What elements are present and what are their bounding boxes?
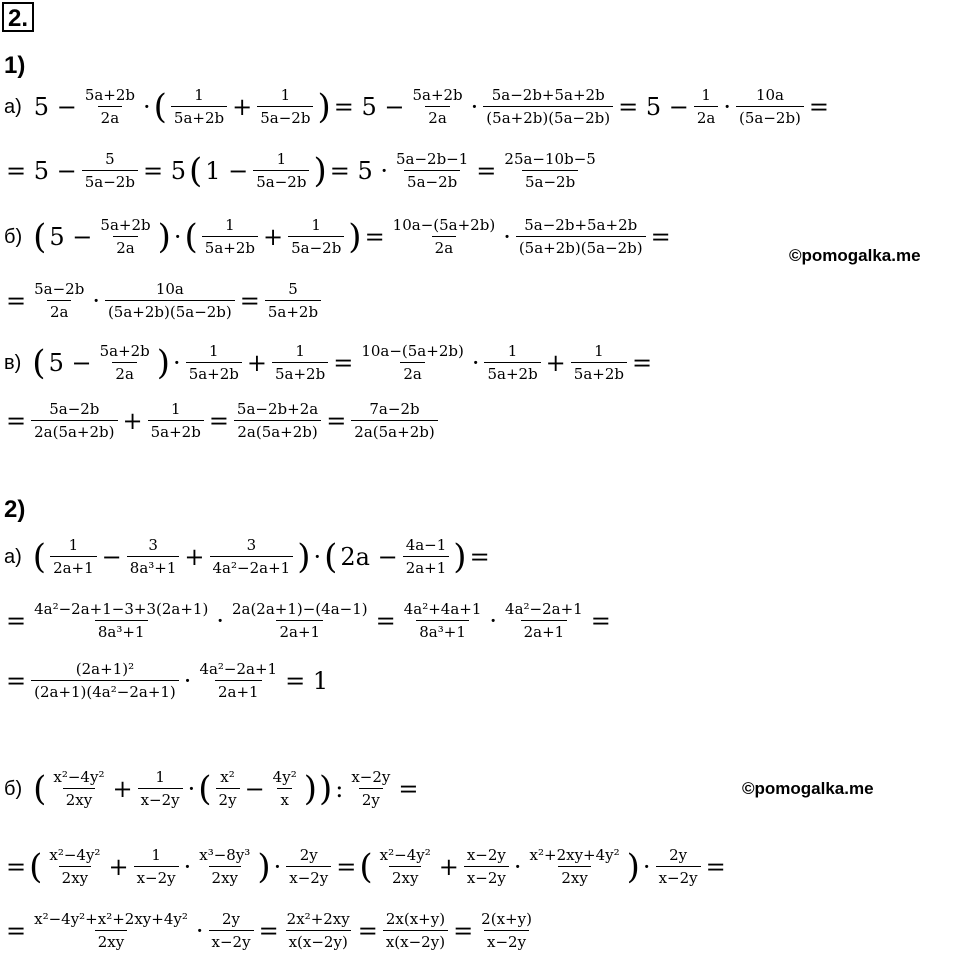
denominator: 2xy xyxy=(209,866,241,887)
p1v-line2 xyxy=(4,400,441,441)
denominator: 2a+1 xyxy=(215,680,262,701)
math-text: = 5 · xyxy=(329,156,388,185)
numerator: 1 xyxy=(194,86,204,104)
math-text: = 5 − xyxy=(618,92,689,121)
fraction xyxy=(97,216,153,257)
fraction xyxy=(377,846,434,887)
numerator: 1 xyxy=(701,86,711,104)
denominator: 2xy xyxy=(95,930,127,951)
numerator: 5a−2b xyxy=(49,400,100,418)
numerator: 4a²−2a+1 xyxy=(505,600,583,618)
math-text: = xyxy=(6,666,27,695)
watermark: ©pomogalka.me xyxy=(789,246,921,265)
fraction xyxy=(286,846,331,887)
fraction xyxy=(234,400,321,441)
numerator: x²−4y²+x²+2xy+4y² xyxy=(34,910,188,928)
denominator: 8a³+1 xyxy=(95,620,148,641)
item-label: а) xyxy=(4,545,22,568)
math-text: = xyxy=(650,222,671,251)
paren: ) xyxy=(317,86,331,127)
fraction xyxy=(288,216,344,257)
math-text: = xyxy=(336,852,357,881)
math-text: − xyxy=(101,542,122,571)
fraction xyxy=(464,846,509,887)
numerator: 1 xyxy=(507,342,518,360)
fraction xyxy=(348,768,393,809)
denominator: 2a(5a+2b) xyxy=(31,420,117,441)
math-text: = xyxy=(6,606,27,635)
numerator: 1 xyxy=(276,150,287,168)
fraction xyxy=(105,280,235,321)
math-text: · xyxy=(195,916,204,945)
math-text: · xyxy=(273,852,282,881)
denominator: 4a²−2a+1 xyxy=(210,556,294,577)
numerator: 1 xyxy=(311,216,321,234)
fraction xyxy=(272,342,328,383)
denominator: 2a(5a+2b) xyxy=(351,420,437,441)
fraction xyxy=(265,280,321,321)
p1b-line1 xyxy=(4,216,673,257)
denominator: 5a−2b xyxy=(404,170,460,191)
denominator: 5a−2b xyxy=(253,170,309,191)
fraction xyxy=(401,600,485,641)
p2b-line2 xyxy=(4,846,728,887)
paren: ) xyxy=(297,536,311,577)
fraction xyxy=(383,910,448,951)
fraction xyxy=(284,910,353,951)
math-text: · xyxy=(173,348,181,377)
numerator: 5a+2b xyxy=(84,86,136,104)
fraction xyxy=(210,536,294,577)
denominator: x−2y xyxy=(656,866,701,887)
denominator: 5a−2b xyxy=(522,170,578,191)
watermark: ©pomogalka.me xyxy=(742,779,874,798)
part2-heading: 2) xyxy=(4,496,26,523)
numerator: 7a−2b xyxy=(369,400,420,418)
numerator: x²+2xy+4y² xyxy=(529,846,620,864)
math-text: = xyxy=(357,916,378,945)
math-text: · xyxy=(513,852,522,881)
math-text: + xyxy=(246,348,267,377)
task-number: 2. xyxy=(2,2,34,32)
fraction xyxy=(527,846,623,887)
paren: ( xyxy=(33,768,47,809)
math-text: = 5 xyxy=(142,156,186,185)
denominator: 2a xyxy=(400,362,425,383)
item-label: б) xyxy=(4,777,23,800)
paren: ( xyxy=(188,150,203,191)
p2a-line2 xyxy=(4,600,613,641)
math-text: = 5 − xyxy=(333,92,405,121)
fraction xyxy=(358,342,467,383)
p2a-line3 xyxy=(4,660,330,701)
numerator: 5a−2b xyxy=(34,280,85,298)
math-text: = xyxy=(6,286,27,315)
paren: ( xyxy=(198,768,212,809)
numerator: 3 xyxy=(246,536,257,554)
numerator: 4a−1 xyxy=(405,536,447,554)
math-text: = xyxy=(398,774,419,803)
math-text: + xyxy=(262,222,284,251)
denominator: 5a+2b xyxy=(186,362,242,383)
fraction xyxy=(270,768,300,809)
denominator: x−2y xyxy=(209,930,254,951)
numerator: 5a+2b xyxy=(99,342,150,360)
math-text: = xyxy=(333,348,354,377)
numerator: 1 xyxy=(295,342,305,360)
math-text: + xyxy=(438,852,459,881)
denominator: 8a³+1 xyxy=(416,620,469,641)
fraction xyxy=(390,216,499,257)
math-text: = xyxy=(6,916,27,945)
numerator: 5a−2b+2a xyxy=(236,400,319,418)
denominator: 2a xyxy=(98,106,123,127)
fraction xyxy=(134,846,179,887)
math-text: : xyxy=(335,774,344,803)
math-text: = xyxy=(208,406,229,435)
p1v-line1 xyxy=(4,342,654,383)
fraction xyxy=(483,86,613,127)
fraction xyxy=(31,600,211,641)
fraction xyxy=(31,910,191,951)
denominator: 2a+1 xyxy=(50,556,97,577)
paren: ( xyxy=(33,216,47,257)
denominator: 2a xyxy=(47,300,72,321)
math-text: = xyxy=(6,852,27,881)
denominator: (5a+2b)(5a−2b) xyxy=(483,106,613,127)
fraction xyxy=(50,768,107,809)
math-text: = xyxy=(375,606,396,635)
fraction xyxy=(148,400,204,441)
numerator: (2a+1)² xyxy=(75,660,135,678)
paren: ) xyxy=(157,216,171,257)
denominator: 5a+2b xyxy=(265,300,321,321)
numerator: 4a²−2a+1 xyxy=(199,660,278,678)
math-text: · xyxy=(183,666,192,695)
paren: ) xyxy=(318,768,333,809)
fraction xyxy=(736,86,804,127)
numerator: x²−4y² xyxy=(53,768,105,786)
math-text: = xyxy=(453,916,474,945)
paren: ) xyxy=(626,846,640,887)
numerator: 4a²−2a+1−3+3(2a+1) xyxy=(34,600,209,618)
fraction xyxy=(216,768,240,809)
fraction xyxy=(257,86,313,127)
math-text: = xyxy=(590,606,611,635)
numerator: 1 xyxy=(151,846,161,864)
math-text: · xyxy=(92,286,100,315)
fraction xyxy=(202,216,258,257)
fraction xyxy=(694,86,719,127)
denominator: x(x−2y) xyxy=(286,930,351,951)
fraction xyxy=(127,536,180,577)
denominator: 2a+1 xyxy=(276,620,323,641)
fraction xyxy=(186,342,242,383)
fraction xyxy=(196,846,253,887)
denominator: 8a³+1 xyxy=(127,556,180,577)
math-text: = xyxy=(469,542,490,571)
paren: ( xyxy=(32,536,47,577)
numerator: 2y xyxy=(669,846,688,864)
fraction xyxy=(82,86,138,127)
numerator: 1 xyxy=(155,768,165,786)
math-text: = xyxy=(808,92,830,121)
paren: ) xyxy=(348,216,362,257)
denominator: 2a+1 xyxy=(521,620,568,641)
math-text: + xyxy=(112,774,133,803)
p2b-line3 xyxy=(4,910,538,951)
numerator: 2(x+y) xyxy=(481,910,532,928)
fraction xyxy=(502,600,586,641)
math-text: · xyxy=(143,92,151,121)
denominator: (5a+2b)(5a−2b) xyxy=(105,300,235,321)
numerator: 5a−2b+5a+2b xyxy=(524,216,638,234)
denominator: x−2y xyxy=(286,866,331,887)
math-text: = xyxy=(631,348,653,377)
paren: ) xyxy=(156,342,171,383)
denominator: 5a+2b xyxy=(148,420,204,441)
denominator: 5a+2b xyxy=(571,362,627,383)
denominator: 2a xyxy=(432,236,457,257)
fraction xyxy=(209,910,254,951)
numerator: x² xyxy=(220,768,235,786)
numerator: 4y² xyxy=(272,768,297,786)
fraction xyxy=(409,86,465,127)
math-text: 2a − xyxy=(340,542,398,571)
denominator: 5a−2b xyxy=(288,236,344,257)
paren: ) xyxy=(313,150,327,191)
fraction xyxy=(31,660,179,701)
math-text: · xyxy=(642,852,651,881)
denominator: 5a+2b xyxy=(484,362,540,383)
fraction xyxy=(403,536,450,577)
math-text: · xyxy=(313,542,322,571)
p1a-line2 xyxy=(4,150,602,191)
math-text: 5 − xyxy=(49,222,93,251)
math-text: · xyxy=(723,92,731,121)
math-text: + xyxy=(184,542,205,571)
math-text: + xyxy=(108,852,129,881)
math-text: = xyxy=(326,406,347,435)
denominator: 5a−2b xyxy=(82,170,138,191)
math-text: − xyxy=(244,774,265,803)
numerator: 1 xyxy=(225,216,235,234)
math-text: · xyxy=(470,92,479,121)
fraction xyxy=(97,342,153,383)
numerator: 25a−10b−5 xyxy=(504,150,596,168)
math-text: = xyxy=(239,286,260,315)
numerator: 10a xyxy=(155,280,184,298)
paren: ) xyxy=(453,536,467,577)
paren: ( xyxy=(184,216,198,257)
math-text: · xyxy=(489,606,498,635)
paren: ) xyxy=(303,768,317,809)
p1b-line2 xyxy=(4,280,324,321)
fraction xyxy=(501,150,598,191)
math-text: = xyxy=(6,406,27,435)
numerator: 2x(x+y) xyxy=(385,910,446,928)
denominator: 2xy xyxy=(59,866,91,887)
numerator: 1 xyxy=(280,86,291,104)
p2b-line1 xyxy=(4,768,420,809)
math-text: = 5 − xyxy=(6,156,77,185)
part1-heading: 1) xyxy=(4,52,26,79)
denominator: 5a−2b xyxy=(257,106,313,127)
denominator: 2a+1 xyxy=(403,556,450,577)
numerator: 1 xyxy=(68,536,79,554)
fraction xyxy=(571,342,627,383)
p1a-line1 xyxy=(4,86,831,127)
denominator: x−2y xyxy=(138,788,183,809)
denominator: 2a xyxy=(425,106,450,127)
fraction xyxy=(138,768,183,809)
item-label: а) xyxy=(4,95,22,118)
denominator: x−2y xyxy=(464,866,509,887)
denominator: 2y xyxy=(359,788,383,809)
numerator: 10a−(5a+2b) xyxy=(361,342,464,360)
numerator: 10a−(5a+2b) xyxy=(392,216,496,234)
fraction xyxy=(516,216,646,257)
numerator: 5a−2b−1 xyxy=(395,150,469,168)
math-text: = xyxy=(476,156,497,185)
numerator: 2x²+2xy xyxy=(286,910,350,928)
paren: ( xyxy=(29,846,43,887)
fraction xyxy=(484,342,540,383)
fraction xyxy=(351,400,437,441)
numerator: x−2y xyxy=(466,846,506,864)
item-label: б) xyxy=(4,225,23,248)
fraction xyxy=(171,86,227,127)
math-text: 5 − xyxy=(33,92,77,121)
math-text: 5 − xyxy=(48,348,92,377)
numerator: 2y xyxy=(299,846,318,864)
fraction xyxy=(46,846,103,887)
item-label: в) xyxy=(4,351,22,374)
denominator: (5a−2b) xyxy=(736,106,804,127)
math-text: + xyxy=(122,406,143,435)
math-text: · xyxy=(216,606,224,635)
numerator: x³−8y³ xyxy=(199,846,251,864)
fraction xyxy=(82,150,138,191)
denominator: x(x−2y) xyxy=(383,930,448,951)
fraction xyxy=(31,280,87,321)
paren: ( xyxy=(324,536,338,577)
math-text: = xyxy=(705,852,726,881)
paren: ( xyxy=(359,846,373,887)
math-text: 1 − xyxy=(205,156,249,185)
denominator: 2a xyxy=(694,106,719,127)
fraction xyxy=(253,150,309,191)
denominator: 2xy xyxy=(558,866,590,887)
denominator: 2a xyxy=(112,362,137,383)
denominator: x−2y xyxy=(484,930,529,951)
fraction xyxy=(50,536,97,577)
denominator: 2y xyxy=(216,788,240,809)
denominator: 5a+2b xyxy=(202,236,258,257)
denominator: 5a+2b xyxy=(171,106,227,127)
math-text: = 1 xyxy=(285,666,329,695)
fraction xyxy=(229,600,371,641)
fraction xyxy=(656,846,701,887)
fraction xyxy=(196,660,280,701)
math-text: = xyxy=(364,222,385,251)
fraction xyxy=(31,400,117,441)
numerator: 4a²+4a+1 xyxy=(403,600,482,618)
numerator: 5a+2b xyxy=(100,216,151,234)
math-text: = xyxy=(258,916,279,945)
math-text: · xyxy=(183,852,192,881)
denominator: 2xy xyxy=(63,788,95,809)
math-text: · xyxy=(503,222,511,251)
paren: ) xyxy=(257,846,271,887)
numerator: 3 xyxy=(148,536,158,554)
numerator: 10a xyxy=(755,86,784,104)
denominator: 5a+2b xyxy=(272,362,328,383)
fraction xyxy=(393,150,471,191)
paren: ( xyxy=(32,342,46,383)
numerator: 5 xyxy=(288,280,298,298)
math-text: + xyxy=(545,348,566,377)
denominator: x xyxy=(277,788,291,809)
math-text: + xyxy=(232,92,253,121)
numerator: 2y xyxy=(222,910,241,928)
fraction xyxy=(478,910,535,951)
numerator: 2a(2a+1)−(4a−1) xyxy=(231,600,368,618)
denominator: 2xy xyxy=(389,866,421,887)
numerator: 5 xyxy=(105,150,115,168)
math-text: · xyxy=(187,774,196,803)
denominator: 2a xyxy=(113,236,138,257)
numerator: x−2y xyxy=(351,768,391,786)
numerator: 5a−2b+5a+2b xyxy=(491,86,605,104)
numerator: 1 xyxy=(170,400,181,418)
denominator: (2a+1)(4a²−2a+1) xyxy=(31,680,179,701)
numerator: 1 xyxy=(209,342,219,360)
math-text: · xyxy=(471,348,480,377)
math-text: · xyxy=(173,222,182,251)
paren: ( xyxy=(153,86,167,127)
denominator: (5a+2b)(5a−2b) xyxy=(516,236,646,257)
numerator: x²−4y² xyxy=(49,846,101,864)
numerator: x²−4y² xyxy=(379,846,431,864)
numerator: 5a+2b xyxy=(412,86,463,104)
denominator: 2a(5a+2b) xyxy=(234,420,320,441)
numerator: 1 xyxy=(594,342,604,360)
p2a-line1 xyxy=(4,536,492,577)
denominator: x−2y xyxy=(134,866,179,887)
